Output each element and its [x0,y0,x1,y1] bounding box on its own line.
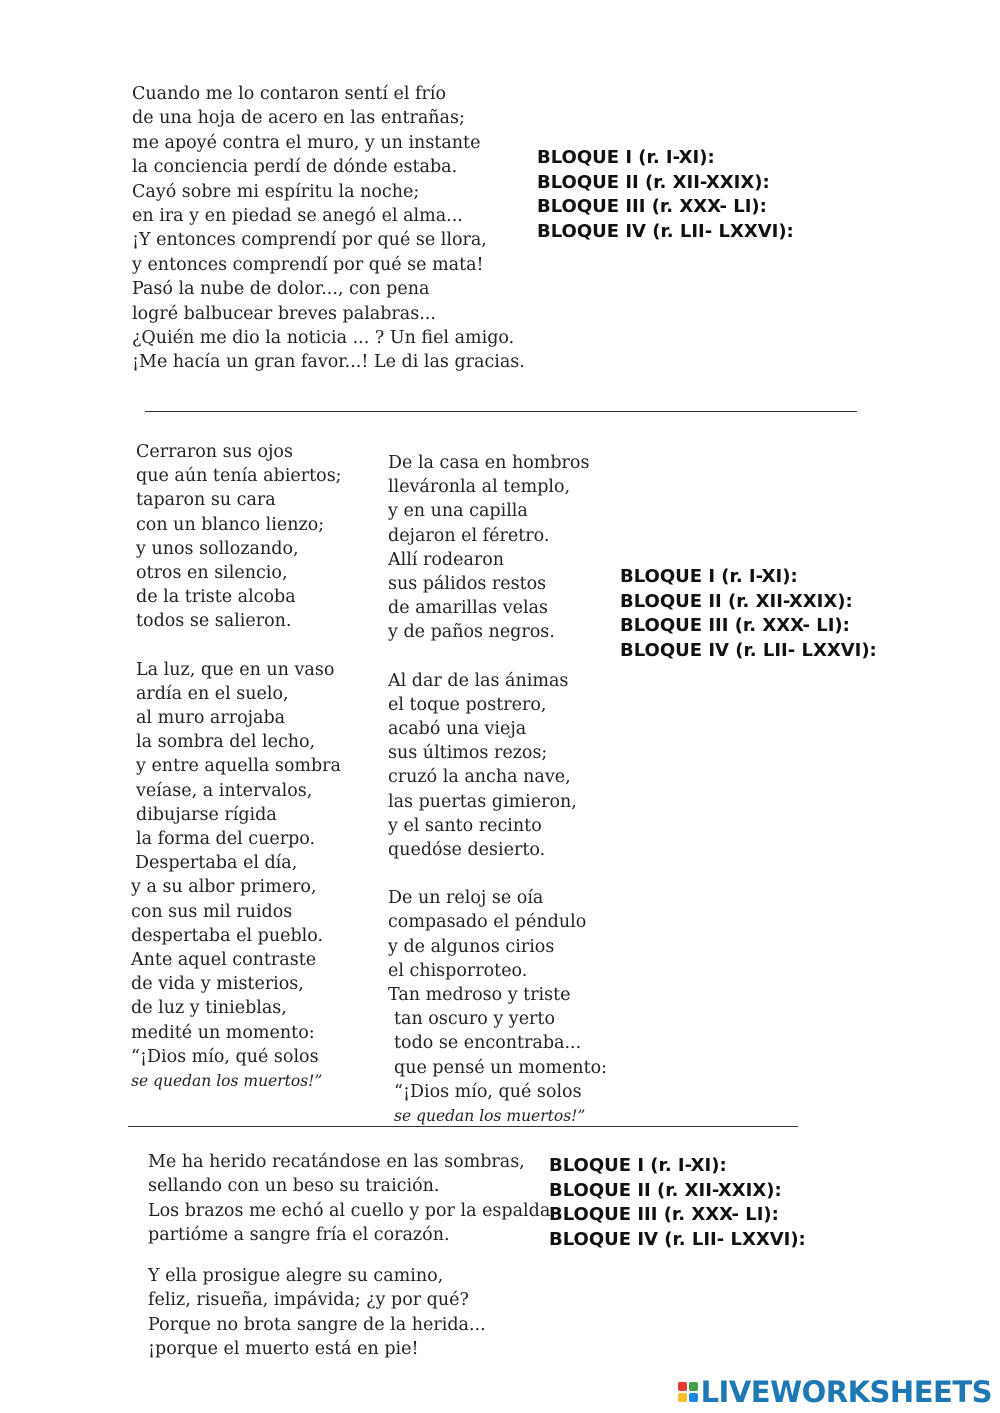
poem-line: Al dar de las ánimas [388,670,569,691]
poem-line: en ira y en piedad se anegó el alma... [132,206,463,227]
poem-line: de una hoja de acero en las entrañas; [132,108,465,129]
poem-line: veíase, a intervalos, [136,780,313,801]
bloque-label: BLOQUE II (r. XII-XXIX): [549,1179,782,1201]
logo-grid-icon [678,1382,698,1402]
poem-line: Porque no brota sangre de la herida... [148,1314,486,1335]
poem-line: el toque postrero, [388,694,547,715]
poem-line: que aún tenía abiertos; [136,466,342,487]
logo-square [689,1382,698,1391]
poem-line: Cuando me lo contaron sentí el frío [132,84,446,104]
poem-line: y entonces comprendí por qué se mata! [132,254,484,275]
bloque-label: BLOQUE III (r. XXX- LI): [537,196,767,217]
bloque-label: BLOQUE IV (r. LII- LXXVI): [620,639,877,661]
poem-line: la conciencia perdí de dónde estaba. [132,157,458,178]
poem-line: se quedan los muertos!” [394,1107,586,1126]
poem-line: y de algunos cirios [388,936,555,957]
poem-line: de amarillas velas [388,598,548,619]
poem-line: medité un momento: [131,1022,315,1043]
poem-line: y unos sollozando, [136,538,299,559]
logo-square [678,1382,687,1391]
bloque-label: BLOQUE IV (r. LII- LXXVI): [549,1228,806,1250]
poem-line: tan oscuro y yerto [394,1009,555,1030]
poem-line: sus pálidos restos [388,574,547,595]
poem-line: Los brazos me echó al cuello y por la espalda [148,1200,551,1221]
bloque-label: BLOQUE IV (r. LII- LXXVI): [537,220,794,242]
poem-line: y entre aquella sombra [136,756,341,777]
poem-line: ¡Me hacía un gran favor...! Le di las gracias. [132,352,525,373]
bloque-label: BLOQUE II (r. XII-XXIX): [537,171,770,193]
bloques-answer-block-1 [537,146,794,244]
logo-square [689,1393,698,1402]
logo-text: LIVEWORKSHEETS [700,1375,992,1409]
poem-line: y el santo recinto [388,815,542,836]
poem-line: “¡Dios mío, qué solos [131,1046,319,1067]
poem-line: y de paños negros. [388,622,555,643]
poem-line: logré balbucear breves palabras... [132,303,436,324]
poem-line: de la triste alcoba [136,587,296,608]
poem-line: Pasó la nube de dolor..., con pena [132,279,430,300]
poem-line: Tan medroso y triste [388,985,571,1006]
poem-line: cruzó la ancha nave, [388,767,571,788]
poem-section-1 [132,82,525,375]
poem-line: todo se encontraba... [394,1033,582,1054]
poem-line: que pensé un momento: [394,1057,608,1078]
poem-line: Allí rodearon [388,549,505,570]
bloque-label: BLOQUE III (r. XXX- LI): [549,1204,779,1225]
poem-line: ¿Quién me dio la noticia ... ? Un fiel amigo. [132,328,515,349]
poem-line: de vida y misterios, [131,974,304,995]
poem-line: la forma del cuerpo. [136,829,316,850]
poem-line: ¡porque el muerto está en pie! [148,1339,419,1360]
poem-line: despertaba el pueblo. [131,925,324,946]
poem-line: y en una capilla [388,501,528,522]
poem-line: me apoyé contra el muro, y un instante [132,132,481,153]
poem-line: todos se salieron. [136,611,292,632]
poem-line: quedóse desierto. [388,840,546,861]
logo-square [678,1393,687,1402]
poem-line: Y ella prosigue alegre su camino, [148,1266,444,1287]
poem-line: acabó una vieja [388,719,527,740]
poem-line: partióme a sangre fría el corazón. [148,1224,450,1245]
bloque-label: BLOQUE I (r. I-XI): [549,1155,727,1176]
poem-line: “¡Dios mío, qué solos [394,1081,582,1102]
bloque-label: BLOQUE II (r. XII-XXIX): [620,590,853,612]
poem-line: Cayó sobre mi espíritu la noche; [132,181,420,202]
poem-line: De un reloj se oía [388,888,544,909]
poem-line: dibujarse rígida [136,804,277,825]
liveworksheets-logo[interactable] [678,1377,992,1407]
poem-line: Despertaba el día, [135,853,298,874]
poem-line: se quedan los muertos!” [131,1072,323,1091]
bloques-answer-block-3 [549,1154,806,1252]
poem-line: De la casa en hombros [388,453,590,473]
poem-line: de luz y tinieblas, [131,998,287,1019]
poem-line: con un blanco lienzo; [136,514,325,535]
poem-line: lleváronla al templo, [388,477,571,498]
poem-line: compasado el péndulo [388,912,587,933]
poem-line: al muro arrojaba [136,708,286,729]
poem-line: sus últimos rezos; [388,743,548,764]
poem-line: taparon su cara [136,490,276,511]
poem-line: la sombra del lecho, [136,732,316,753]
poem-line: Ante aquel contraste [131,950,317,971]
poem-line: ardía en el suelo, [136,683,289,704]
bloque-label: BLOQUE I (r. I-XI): [537,147,715,168]
poem-line: el chisporroteo. [388,960,528,981]
poem-line: dejaron el féretro. [388,525,550,546]
poem-line: ¡Y entonces comprendí por qué se llora, [132,230,487,251]
divider-line [128,1126,798,1127]
poem-line: Cerraron sus ojos [136,442,293,462]
divider-line [145,411,857,412]
poem-line: otros en silencio, [136,563,288,584]
poem-line: y a su albor primero, [131,877,317,898]
poem-section-3 [148,1150,550,1361]
poem-line: Me ha herido recatándose en las sombras, [148,1152,525,1172]
poem-section-2-right [388,451,607,1128]
poem-line: La luz, que en un vaso [136,659,335,680]
bloque-label: BLOQUE III (r. XXX- LI): [620,615,850,636]
bloque-label: BLOQUE I (r. I-XI): [620,566,798,587]
poem-line: sellando con un beso su traición. [148,1176,440,1197]
bloques-answer-block-2 [620,565,877,663]
poem-line: las puertas gimieron, [388,791,577,812]
poem-section-2-left [131,440,342,1093]
poem-line: con sus mil ruidos [131,901,293,922]
poem-line: feliz, risueña, impávida; ¿y por qué? [148,1290,469,1311]
